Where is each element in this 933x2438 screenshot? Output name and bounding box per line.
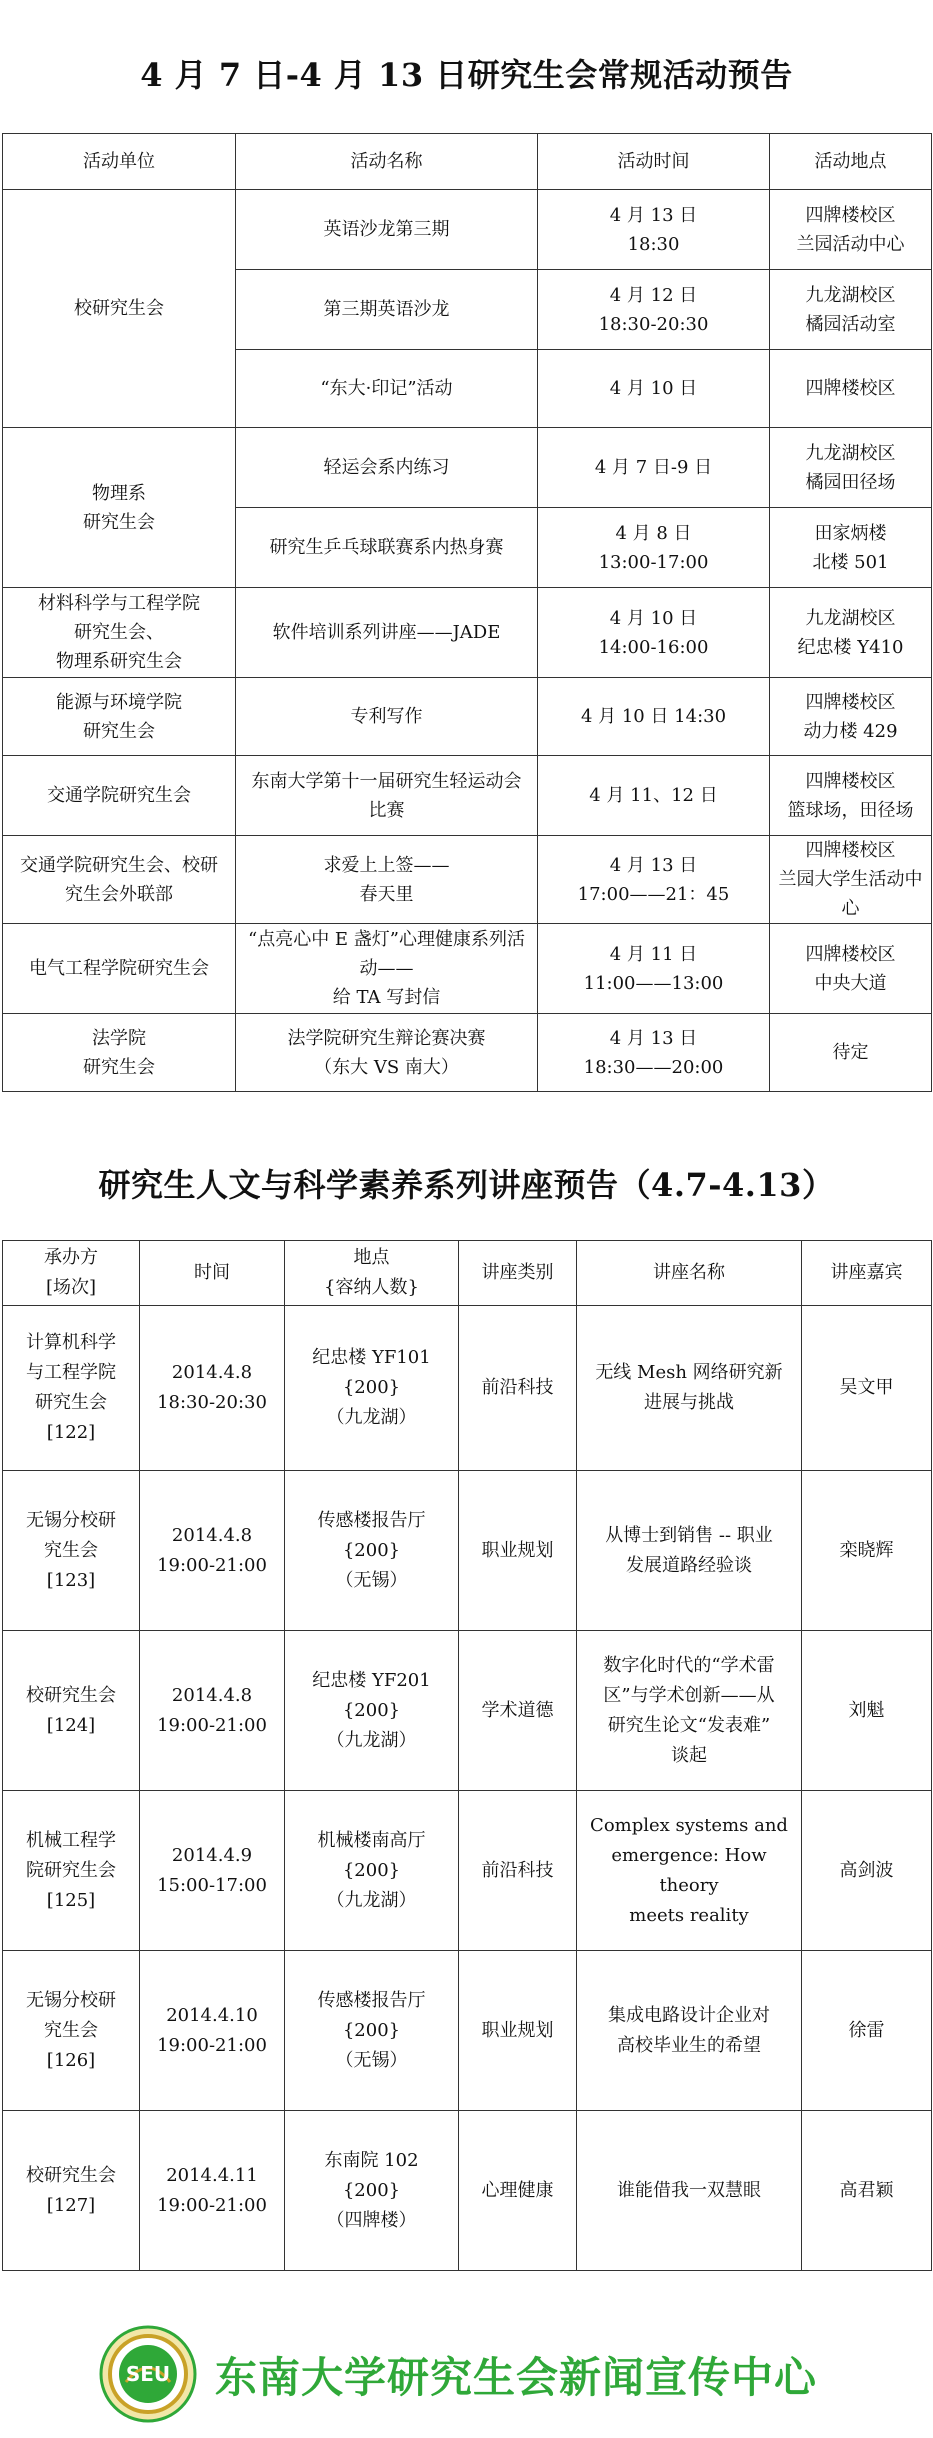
lecture-speaker-cell: 栾晓辉 [802,1471,932,1631]
lecture-speaker-cell: 高君颖 [802,2111,932,2271]
table-row [3,1631,932,1791]
activity-unit-cell: 法学院 研究生会 [3,1014,236,1092]
activity-schedule-table [2,133,932,1092]
column-header-activity-name: 活动名称 [236,134,538,190]
activity-name-cell: 第三期英语沙龙 [236,270,538,350]
activity-place-cell: 九龙湖校区 橘园田径场 [770,428,932,508]
activity-name-cell: 法学院研究生辩论赛决赛 （东大 VS 南大） [236,1014,538,1092]
svg-text:SEU: SEU [125,2362,171,2386]
lecture-place-cell: 机械楼南高厅 {200} （九龙湖） [285,1791,459,1951]
lecture-speaker-cell: 吴文甲 [802,1306,932,1471]
activity-place-cell: 九龙湖校区 纪忠楼 Y410 [770,588,932,678]
lecture-category-cell: 心理健康 [459,2111,577,2271]
activity-place-cell: 四牌楼校区 [770,350,932,428]
lecture-speaker-cell: 高剑波 [802,1791,932,1951]
column-header-host: 承办方 [场次] [3,1241,140,1306]
table-row [3,1014,932,1092]
lecture-title-cell: 从博士到销售 -- 职业 发展道路经验谈 [577,1471,802,1631]
lecture-time-cell: 2014.4.8 19:00-21:00 [140,1631,285,1791]
activity-unit-cell: 交通学院研究生会 [3,756,236,836]
activity-place-cell: 四牌楼校区 兰园大学生活动中心 [770,836,932,924]
table-header-row [3,1241,932,1306]
table-row [3,1951,932,2111]
activity-time-cell: 4 月 10 日 14:00-16:00 [538,588,770,678]
lecture-place-cell: 纪忠楼 YF201 {200} （九龙湖） [285,1631,459,1791]
lecture-category-cell: 职业规划 [459,1471,577,1631]
table-row [3,428,932,508]
lecture-schedule-table [2,1240,932,2271]
lecture-place-cell: 纪忠楼 YF101 {200} （九龙湖） [285,1306,459,1471]
lecture-category-cell: 职业规划 [459,1951,577,2111]
lecture-place-cell: 传感楼报告厅 {200} （无锡） [285,1951,459,2111]
activity-name-cell: 软件培训系列讲座——JADE [236,588,538,678]
lecture-series-title: 研究生人文与科学素养系列讲座预告（4.7-4.13） [98,1166,835,1204]
activity-place-cell: 四牌楼校区 篮球场，田径场 [770,756,932,836]
lecture-time-cell: 2014.4.8 18:30-20:30 [140,1306,285,1471]
table-header-row [3,134,932,190]
lecture-time-cell: 2014.4.9 15:00-17:00 [140,1791,285,1951]
activity-time-cell: 4 月 13 日 17:00——21：45 [538,836,770,924]
activity-name-cell: “点亮心中 E 盏灯”心理健康系列活 动—— 给 TA 写封信 [236,924,538,1014]
activity-time-cell: 4 月 12 日 18:30-20:30 [538,270,770,350]
lecture-category-cell: 前沿科技 [459,1791,577,1951]
activity-place-cell: 四牌楼校区 中央大道 [770,924,932,1014]
lecture-host-cell: 机械工程学 院研究生会 [125] [3,1791,140,1951]
activity-time-cell: 4 月 8 日 13:00-17:00 [538,508,770,588]
lecture-host-cell: 校研究生会 [127] [3,2111,140,2271]
column-header-time: 活动时间 [538,134,770,190]
activity-time-cell: 4 月 13 日 18:30 [538,190,770,270]
activity-unit-cell: 电气工程学院研究生会 [3,924,236,1014]
activity-unit-cell: 交通学院研究生会、校研 究生会外联部 [3,836,236,924]
lecture-title-cell: Complex systems and emergence: How theory meets reality [577,1791,802,1951]
lecture-title-cell: 数字化时代的“学术雷 区”与学术创新——从 研究生论文“发表难” 谈起 [577,1631,802,1791]
column-header-category: 讲座类别 [459,1241,577,1306]
column-header-time: 时间 [140,1241,285,1306]
column-header-place: 地点 {容纳人数} [285,1241,459,1306]
table-row [3,588,932,678]
table-row [3,756,932,836]
activity-unit-cell: 材料科学与工程学院 研究生会、 物理系研究生会 [3,588,236,678]
table-row [3,1471,932,1631]
lecture-host-cell: 计算机科学 与工程学院 研究生会 [122] [3,1306,140,1471]
table-row [3,836,932,924]
lecture-place-cell: 东南院 102 {200} （四牌楼） [285,2111,459,2271]
activity-place-cell: 待定 [770,1014,932,1092]
column-header-place: 活动地点 [770,134,932,190]
table-row [3,1306,932,1471]
activity-time-cell: 4 月 10 日 [538,350,770,428]
graduate-union-logo-icon [98,2324,198,2424]
activity-name-cell: “东大·印记”活动 [236,350,538,428]
lecture-category-cell: 前沿科技 [459,1306,577,1471]
lecture-host-cell: 校研究生会 [124] [3,1631,140,1791]
activity-name-cell: 专利写作 [236,678,538,756]
column-header-lecture-title: 讲座名称 [577,1241,802,1306]
table-row [3,1791,932,1951]
lecture-title-cell: 集成电路设计企业对 高校毕业生的希望 [577,1951,802,2111]
activity-unit-cell: 能源与环境学院 研究生会 [3,678,236,756]
activity-time-cell: 4 月 11、12 日 [538,756,770,836]
table-row [3,2111,932,2271]
activity-time-cell: 4 月 11 日 11:00——13:00 [538,924,770,1014]
lecture-time-cell: 2014.4.11 19:00-21:00 [140,2111,285,2271]
activity-name-cell: 轻运会系内练习 [236,428,538,508]
lecture-title-cell: 无线 Mesh 网络研究新 进展与挑战 [577,1306,802,1471]
activity-place-cell: 田家炳楼 北楼 501 [770,508,932,588]
activity-time-cell: 4 月 13 日 18:30——20:00 [538,1014,770,1092]
lecture-category-cell: 学术道德 [459,1631,577,1791]
activity-name-cell: 英语沙龙第三期 [236,190,538,270]
activity-schedule-title: 4 月 7 日-4 月 13 日研究生会常规活动预告 [140,56,793,94]
table-row [3,678,932,756]
lecture-place-cell: 传感楼报告厅 {200} （无锡） [285,1471,459,1631]
activity-place-cell: 九龙湖校区 橘园活动室 [770,270,932,350]
footer-org-name: 东南大学研究生会新闻宣传中心 [215,2353,818,2402]
activity-name-cell: 研究生乒乓球联赛系内热身赛 [236,508,538,588]
activity-name-cell: 求爱上上签—— 春天里 [236,836,538,924]
lecture-time-cell: 2014.4.10 19:00-21:00 [140,1951,285,2111]
activity-time-cell: 4 月 7 日-9 日 [538,428,770,508]
lecture-host-cell: 无锡分校研 究生会 [123] [3,1471,140,1631]
activity-place-cell: 四牌楼校区 兰园活动中心 [770,190,932,270]
lecture-title-cell: 谁能借我一双慧眼 [577,2111,802,2271]
activity-unit-cell: 物理系 研究生会 [3,428,236,588]
activity-place-cell: 四牌楼校区 动力楼 429 [770,678,932,756]
activity-name-cell: 东南大学第十一届研究生轻运动会 比赛 [236,756,538,836]
activity-unit-cell: 校研究生会 [3,190,236,428]
column-header-speaker: 讲座嘉宾 [802,1241,932,1306]
lecture-speaker-cell: 刘魁 [802,1631,932,1791]
footer [0,2320,933,2430]
activity-time-cell: 4 月 10 日 14:30 [538,678,770,756]
column-header-unit: 活动单位 [3,134,236,190]
lecture-speaker-cell: 徐雷 [802,1951,932,2111]
lecture-host-cell: 无锡分校研 究生会 [126] [3,1951,140,2111]
lecture-time-cell: 2014.4.8 19:00-21:00 [140,1471,285,1631]
table-row [3,190,932,270]
table-row [3,924,932,1014]
